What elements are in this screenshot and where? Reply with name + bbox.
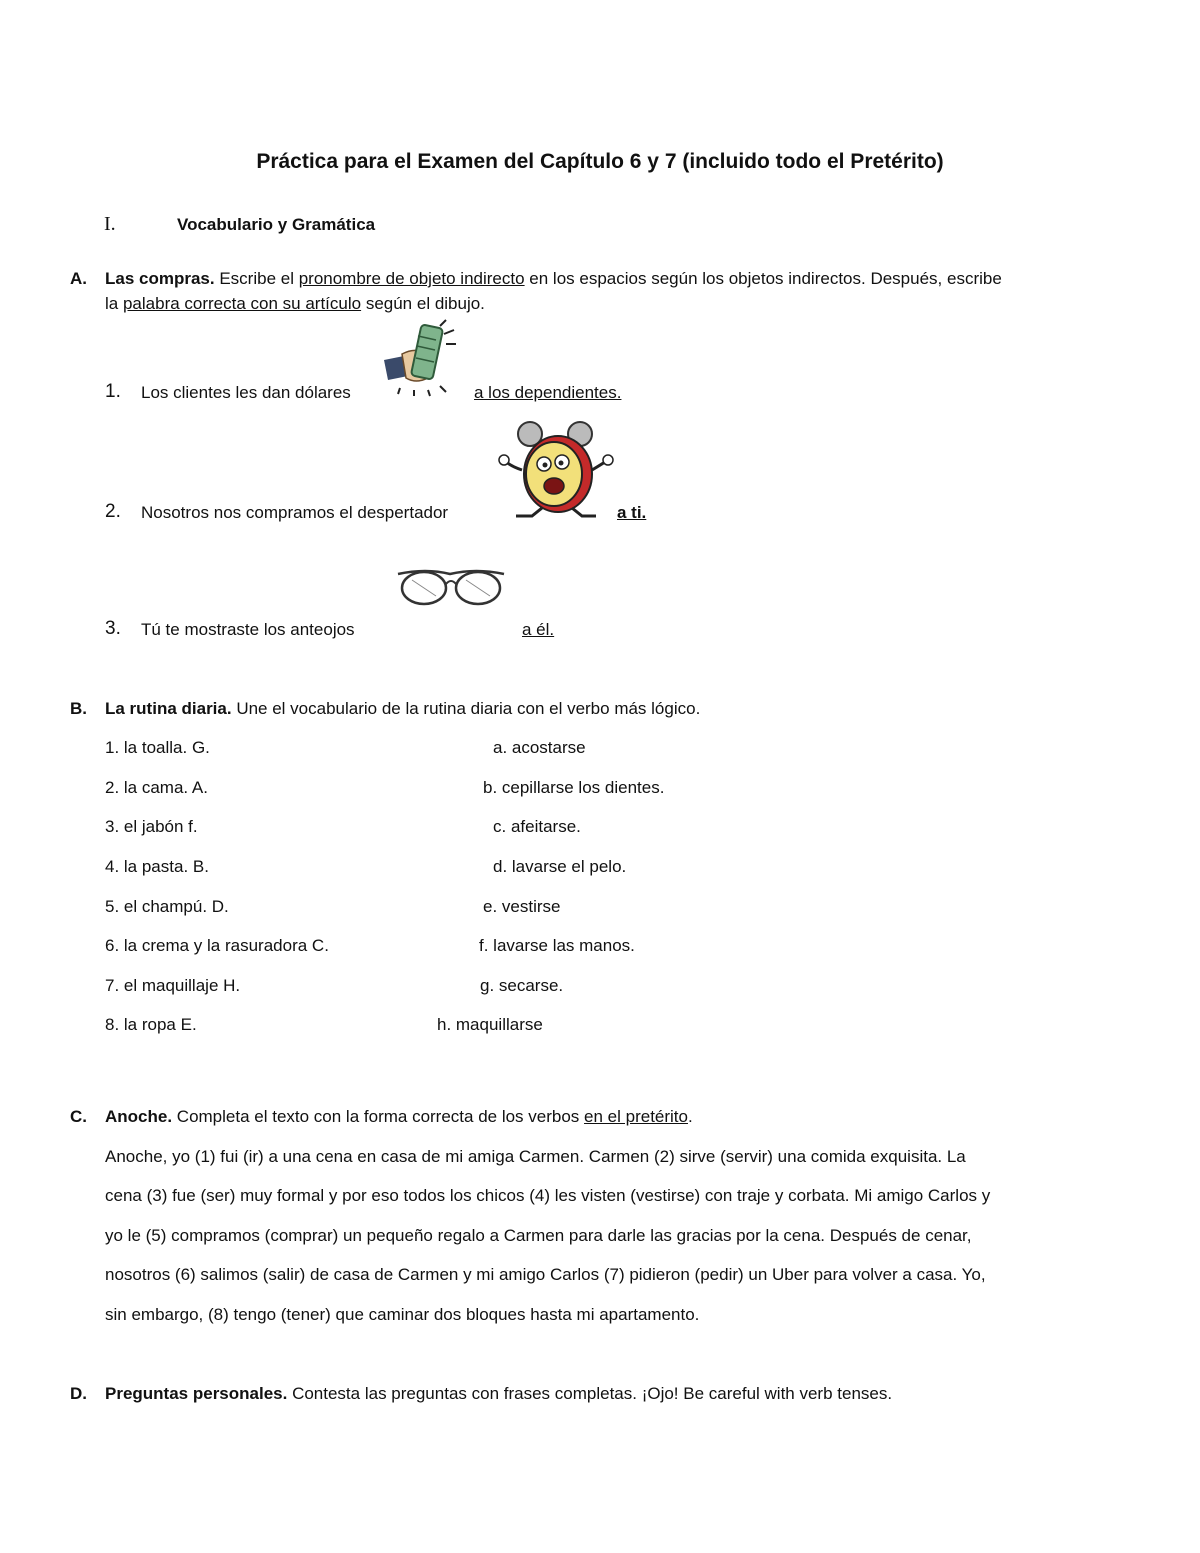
money-hand-icon — [380, 318, 460, 398]
match-left-item: 6. la crema y la rasuradora C. — [105, 936, 329, 955]
match-right-item: g. secarse. — [480, 976, 564, 995]
section-numeral: I. — [104, 213, 116, 235]
match-left-item: 8. la ropa E. — [105, 1015, 197, 1034]
part-a-instructions-line2: la palabra correcta con su artículo según el dibujo. — [105, 294, 485, 313]
item-number: 3. — [105, 618, 121, 639]
part-c-letter: C. — [70, 1107, 87, 1126]
match-right-item: h. maquillarse — [437, 1015, 543, 1034]
alarm-clock-icon — [496, 420, 614, 520]
paragraph-line: nosotros (6) salimos (salir) de casa de Carmen y mi amigo Carlos (7) pidieron (pedir) un Uber para volver a casa. Yo, — [105, 1265, 986, 1284]
paragraph-line: Anoche, yo (1) fui (ir) a una cena en casa de mi amiga Carmen. Carmen (2) sirve (servir) una comida exquisita. La — [105, 1147, 966, 1166]
match-right-item: a. acostarse — [493, 738, 586, 757]
match-right-item: d. lavarse el pelo. — [493, 857, 627, 876]
item-sentence: Los clientes les dan dólares — [141, 383, 351, 402]
page-title: Práctica para el Examen del Capítulo 6 y 7 (incluido todo el Pretérito) — [256, 150, 944, 173]
eyeglasses-icon — [396, 566, 506, 610]
item-sentence: Nosotros nos compramos el despertador — [141, 503, 449, 522]
item-answer: a los dependientes. — [474, 383, 622, 402]
paragraph-line: sin embargo, (8) tengo (tener) que caminar dos bloques hasta mi apartamento. — [105, 1305, 700, 1324]
match-left-item: 5. el champú. D. — [105, 897, 229, 916]
match-left-item: 4. la pasta. B. — [105, 857, 209, 876]
match-left-item: 1. la toalla. G. — [105, 738, 210, 757]
match-right-item: e. vestirse — [483, 897, 561, 916]
match-left-item: 3. el jabón f. — [105, 817, 198, 836]
match-right-item: b. cepillarse los dientes. — [483, 778, 665, 797]
section-heading: Vocabulario y Gramática — [177, 215, 376, 234]
match-left-item: 2. la cama. A. — [105, 778, 208, 797]
part-a-letter: A. — [70, 269, 87, 288]
paragraph-line: cena (3) fue (ser) muy formal y por eso todos los chicos (4) les visten (vestirse) con traje y corbata. Mi amigo Carlos y — [105, 1186, 991, 1205]
item-number: 2. — [105, 501, 121, 522]
item-number: 1. — [105, 381, 121, 402]
match-right-item: f. lavarse las manos. — [479, 936, 635, 955]
part-d-letter: D. — [70, 1384, 87, 1403]
part-d-instructions: Preguntas personales. Contesta las preguntas con frases completas. ¡Ojo! Be careful with verb tenses. — [105, 1384, 893, 1403]
match-right-item: c. afeitarse. — [493, 817, 581, 836]
match-left-item: 7. el maquillaje H. — [105, 976, 241, 995]
item-answer: a él. — [522, 620, 555, 639]
part-b-letter: B. — [70, 699, 87, 718]
item-sentence: Tú te mostraste los anteojos — [141, 620, 355, 639]
part-c-instructions: Anoche. Completa el texto con la forma correcta de los verbos en el pretérito. — [105, 1107, 693, 1126]
item-answer: a ti. — [617, 503, 647, 522]
part-a-instructions-line1: Las compras. Escribe el pronombre de objeto indirecto en los espacios según los objetos indirectos. Después, escribe — [105, 269, 1002, 288]
part-b-instructions: La rutina diaria. Une el vocabulario de la rutina diaria con el verbo más lógico. — [105, 699, 701, 718]
paragraph-line: yo le (5) compramos (comprar) un pequeño regalo a Carmen para darle las gracias por la cena. Después de cenar, — [105, 1226, 972, 1245]
